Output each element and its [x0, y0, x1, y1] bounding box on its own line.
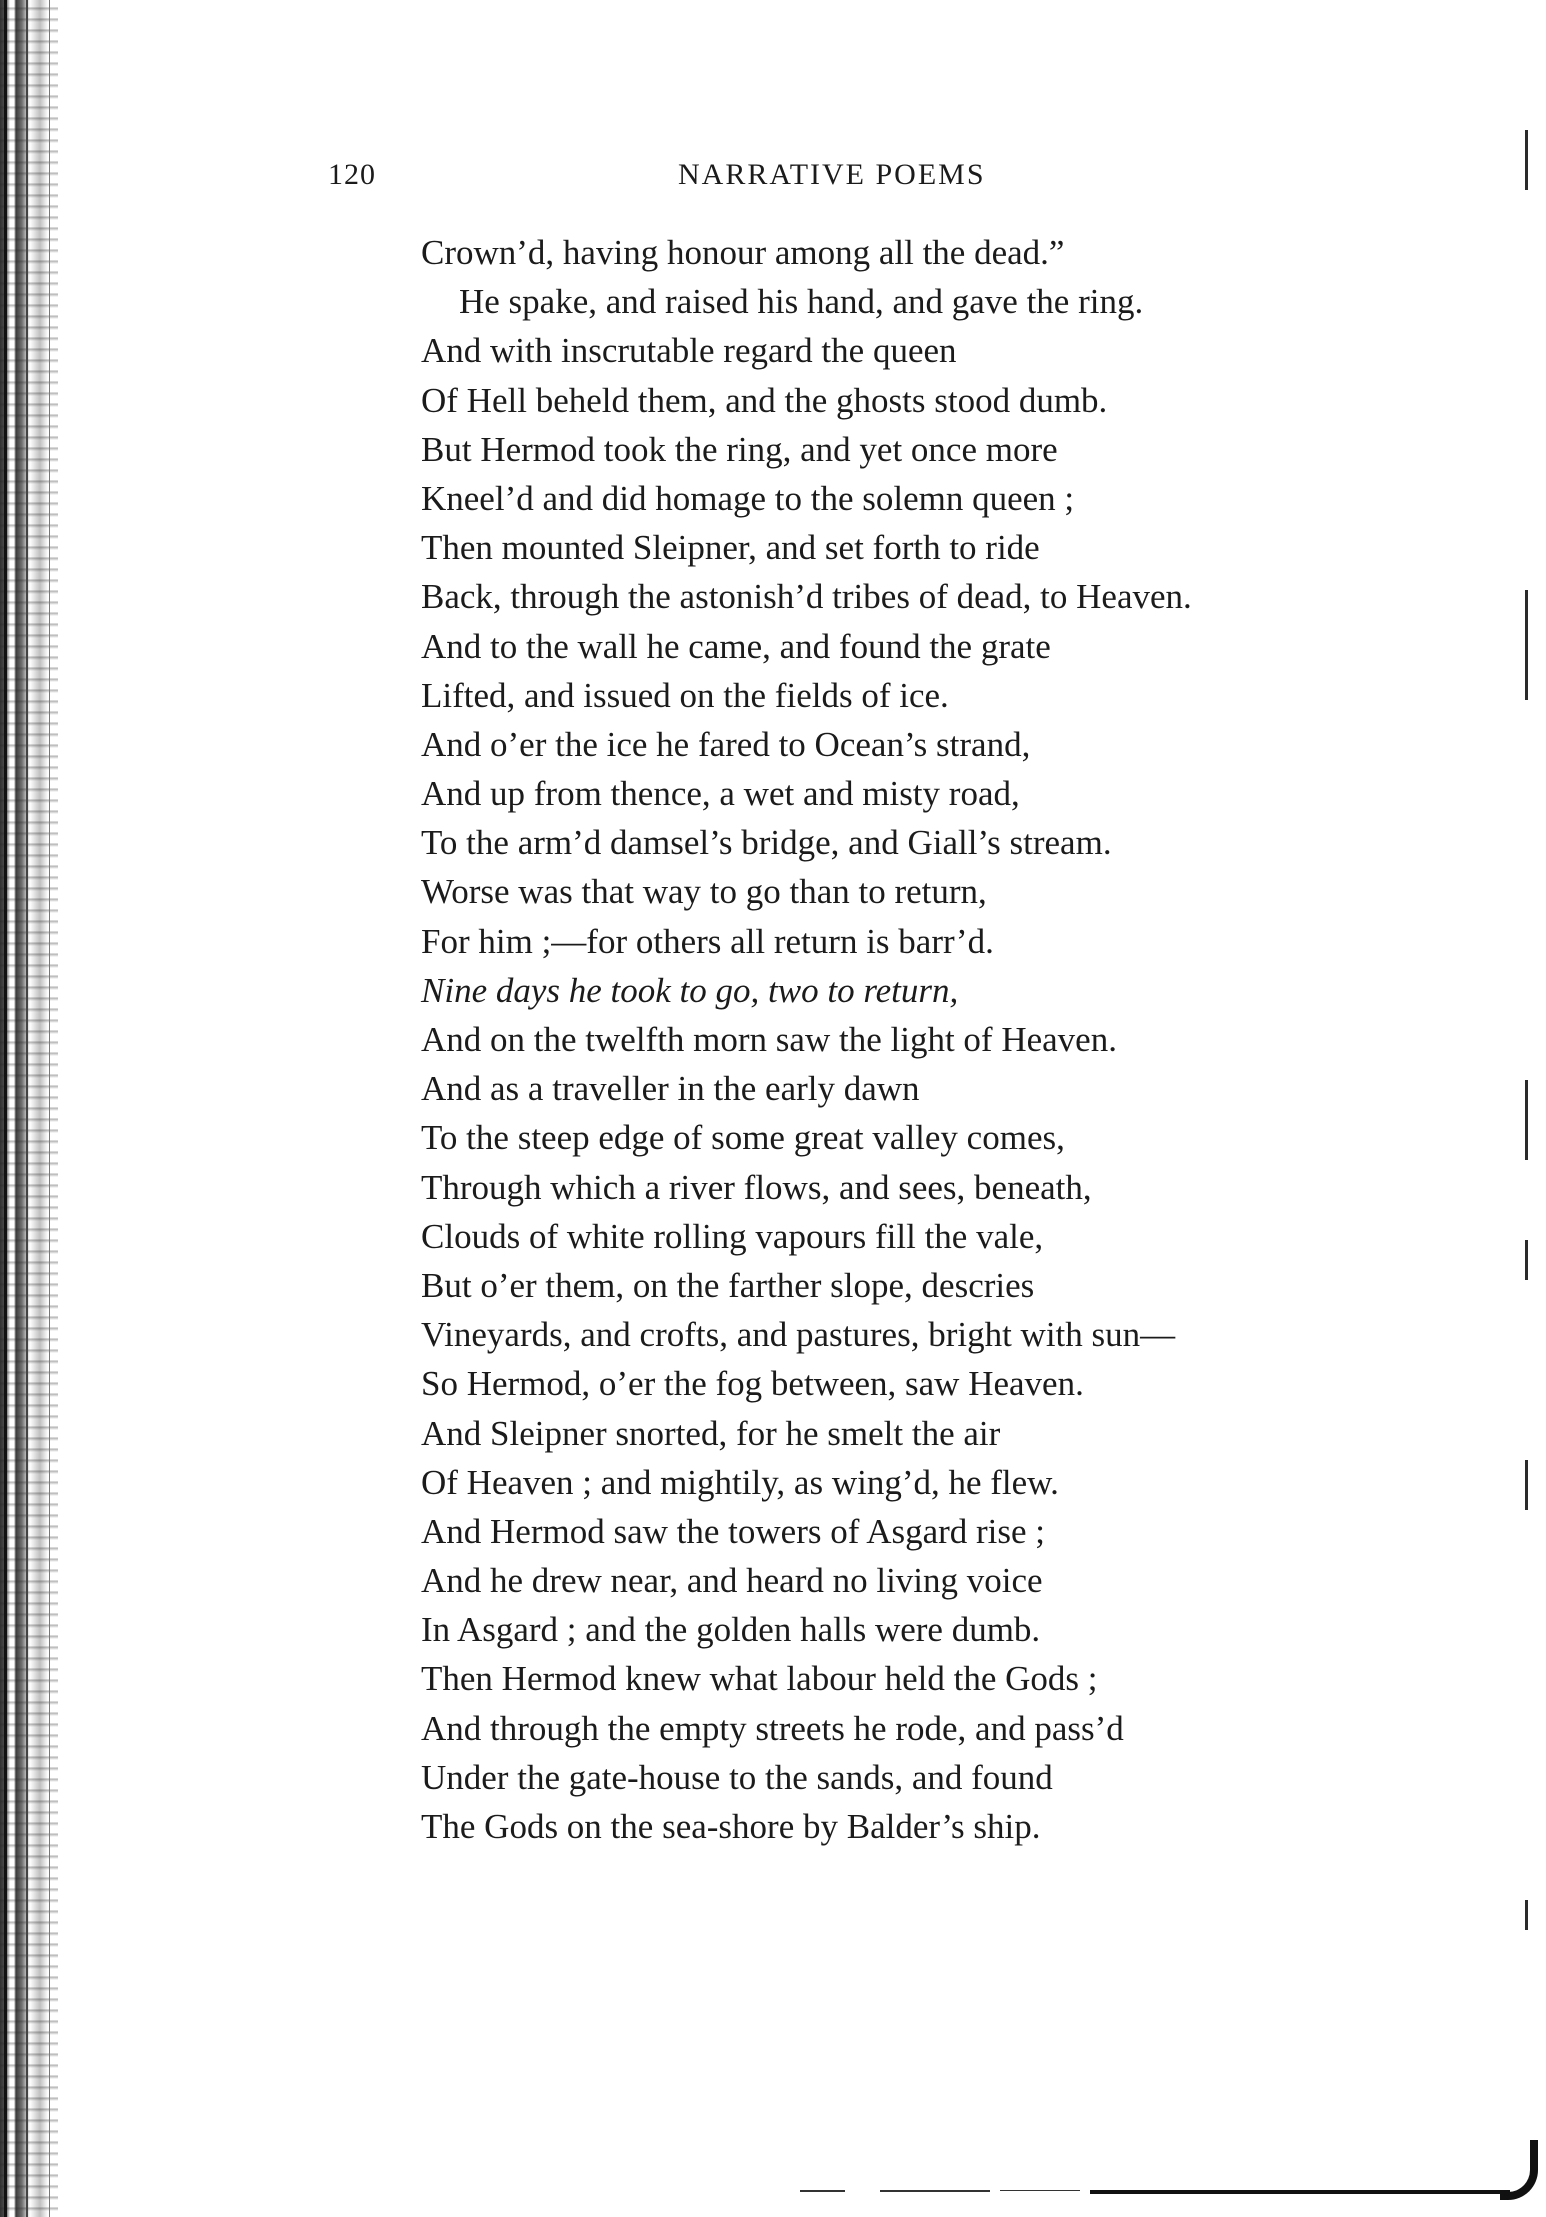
- poem-line: Clouds of white rolling vapours fill the vale,: [421, 1216, 1044, 1256]
- poem-line: Vineyards, and crofts, and pastures, bright with sun—: [421, 1315, 1176, 1355]
- poem-line: And through the empty streets he rode, and pass’d: [421, 1708, 1124, 1748]
- page-corner-curl: [1500, 2140, 1538, 2200]
- poem-text: [421, 228, 1481, 1851]
- poem-line: To the steep edge of some great valley comes,: [421, 1118, 1065, 1158]
- binding-line: [4, 0, 7, 2217]
- footer-rule: [1090, 2190, 1510, 2194]
- poem-line: To the arm’d damsel’s bridge, and Giall’s stream.: [421, 823, 1112, 863]
- poem-line: Crown’d, having honour among all the dead.”: [421, 233, 1065, 272]
- poem-line: Through which a river flows, and sees, beneath,: [421, 1167, 1092, 1207]
- poem-line: Kneel’d and did homage to the solemn queen ;: [421, 478, 1075, 518]
- poem-line: And as a traveller in the early dawn: [421, 1069, 920, 1109]
- scan-edge-mark: [1525, 1460, 1528, 1510]
- poem-line: Of Hell beheld them, and the ghosts stood dumb.: [421, 380, 1108, 420]
- scan-edge-mark: [1525, 1240, 1528, 1280]
- scan-edge-mark: [1525, 590, 1528, 700]
- page-number: 120: [328, 158, 376, 191]
- footer-rule: [800, 2190, 845, 2192]
- scan-edge-mark: [1525, 1900, 1528, 1930]
- poem-line: And o’er the ice he fared to Ocean’s strand,: [421, 724, 1031, 764]
- poem-line: Nine days he took to go, two to return,: [421, 970, 959, 1010]
- poem-line: Lifted, and issued on the fields of ice.: [421, 675, 949, 715]
- footer-rule: [1000, 2190, 1080, 2191]
- poem-line: But Hermod took the ring, and yet once more: [421, 429, 1058, 469]
- poem-line: And Hermod saw the towers of Asgard rise ;: [421, 1511, 1046, 1551]
- poem-line: And up from thence, a wet and misty road,: [421, 774, 1020, 814]
- poem-line: And to the wall he came, and found the grate: [421, 626, 1051, 666]
- footer-rule: [880, 2190, 990, 2192]
- poem-line: The Gods on the sea-shore by Balder’s ship.: [421, 1807, 1041, 1846]
- binding-line: [49, 0, 50, 2217]
- poem-line: Worse was that way to go than to return,: [421, 872, 987, 912]
- binding-line: [26, 0, 28, 2217]
- running-head: NARRATIVE POEMS: [678, 158, 986, 191]
- poem-line: In Asgard ; and the golden halls were dumb.: [421, 1610, 1041, 1650]
- poem-line: And Sleipner snorted, for he smelt the air: [421, 1413, 1001, 1453]
- poem-line: Of Heaven ; and mightily, as wing’d, he flew.: [421, 1462, 1059, 1502]
- poem-line: Under the gate-house to the sands, and found: [421, 1757, 1053, 1797]
- poem-line: He spake, and raised his hand, and gave the ring.: [459, 282, 1144, 322]
- page-header: [0, 158, 1546, 198]
- poem-line: But o’er them, on the farther slope, descries: [421, 1265, 1035, 1305]
- poem-line: Then mounted Sleipner, and set forth to ride: [421, 528, 1040, 568]
- poem-line: So Hermod, o’er the fog between, saw Heaven.: [421, 1364, 1084, 1404]
- scan-edge-mark: [1525, 1080, 1528, 1160]
- poem-line: For him ;—for others all return is barr’d.: [421, 921, 994, 961]
- poem-line: And on the twelfth morn saw the light of Heaven.: [421, 1020, 1117, 1059]
- poem-line: Then Hermod knew what labour held the Gods ;: [421, 1659, 1098, 1699]
- poem-line: Back, through the astonish’d tribes of dead, to Heaven.: [421, 577, 1192, 617]
- poem-line: And he drew near, and heard no living voice: [421, 1561, 1043, 1601]
- poem-line: And with inscrutable regard the queen: [421, 331, 957, 371]
